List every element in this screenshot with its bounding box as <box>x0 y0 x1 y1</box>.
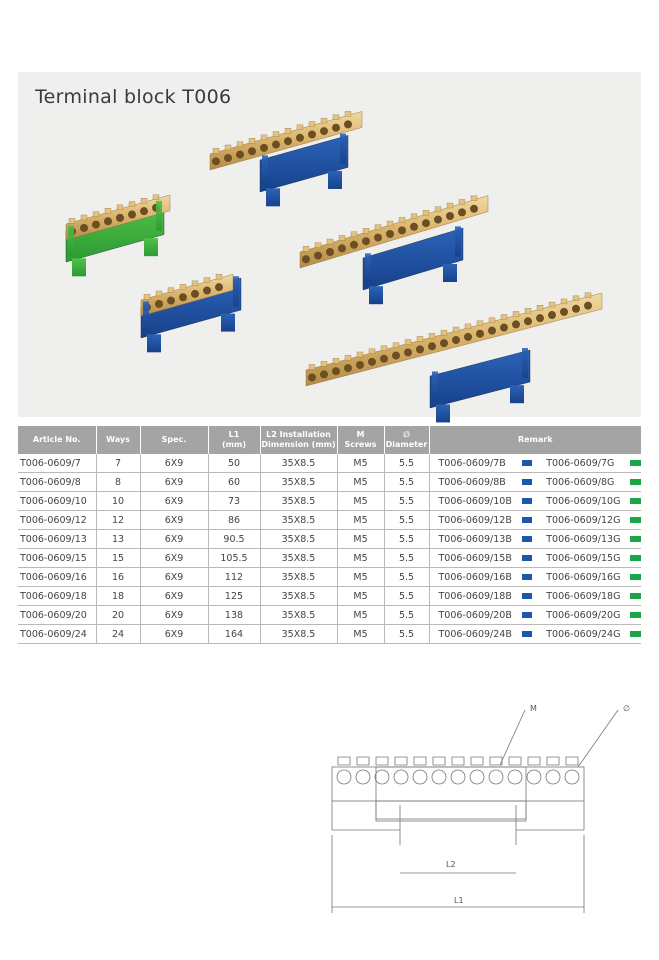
cell-article: T006-0609/7 <box>18 454 96 473</box>
header-l1: L1 (mm) <box>208 426 260 454</box>
blue-swatch <box>522 479 533 485</box>
header-remark: Remark <box>429 426 641 454</box>
cell-dia: 5.5 <box>384 549 429 568</box>
cell-l2: 35X8.5 <box>260 549 337 568</box>
cell-l1: 138 <box>208 606 260 625</box>
table-row <box>18 473 641 492</box>
table-row <box>18 587 641 606</box>
blue-swatch <box>522 460 533 466</box>
cell-dia: 5.5 <box>384 492 429 511</box>
cell-article: T006-0609/12 <box>18 511 96 530</box>
blue-variant-code: T006-0609/8B <box>438 476 506 488</box>
cell-dia: 5.5 <box>384 511 429 530</box>
green-variant-code: T006-0609/13G <box>546 533 621 545</box>
blue-variant-code: T006-0609/13B <box>438 533 512 545</box>
cell-article: T006-0609/16 <box>18 568 96 587</box>
cell-spec: 6X9 <box>140 549 208 568</box>
table-row <box>18 492 641 511</box>
cell-dia: 5.5 <box>384 625 429 644</box>
cell-m: M5 <box>337 549 384 568</box>
green-variant-code: T006-0609/15G <box>546 552 621 564</box>
blue-variant-code: T006-0609/20B <box>438 609 512 621</box>
cell-dia: 5.5 <box>384 606 429 625</box>
cell-ways: 13 <box>96 530 140 549</box>
blue-variant-code: T006-0609/12B <box>438 514 512 526</box>
blue-terminal-block-12-way <box>210 111 362 206</box>
specification-table <box>18 426 641 644</box>
cell-l1: 86 <box>208 511 260 530</box>
terminal-blocks-illustration <box>18 72 641 417</box>
cell-remark <box>429 606 641 625</box>
cell-l2: 35X8.5 <box>260 530 337 549</box>
label-l1: L1 <box>454 896 464 905</box>
cell-l1: 90.5 <box>208 530 260 549</box>
table-row <box>18 568 641 587</box>
cell-dia: 5.5 <box>384 473 429 492</box>
green-variant-code: T006-0609/7G <box>546 457 615 469</box>
label-diameter: ∅ <box>623 704 630 713</box>
cell-l2: 35X8.5 <box>260 511 337 530</box>
table-header-row <box>18 426 641 454</box>
cell-l1: 50 <box>208 454 260 473</box>
green-swatch <box>630 498 641 504</box>
cell-remark <box>429 568 641 587</box>
cell-ways: 18 <box>96 587 140 606</box>
cell-m: M5 <box>337 587 384 606</box>
cell-m: M5 <box>337 625 384 644</box>
blue-swatch <box>522 612 533 618</box>
cell-l1: 105.5 <box>208 549 260 568</box>
table-row <box>18 549 641 568</box>
product-photo <box>18 72 641 417</box>
blue-swatch <box>522 517 533 523</box>
green-variant-code: T006-0609/16G <box>546 571 621 583</box>
blue-variant-code: T006-0609/15B <box>438 552 512 564</box>
blue-terminal-block-24-way <box>306 293 602 423</box>
table-row <box>18 511 641 530</box>
cell-l2: 35X8.5 <box>260 568 337 587</box>
cell-spec: 6X9 <box>140 473 208 492</box>
cell-ways: 8 <box>96 473 140 492</box>
cell-ways: 20 <box>96 606 140 625</box>
cell-dia: 5.5 <box>384 587 429 606</box>
cell-m: M5 <box>337 568 384 587</box>
blue-swatch <box>522 498 533 504</box>
cell-spec: 6X9 <box>140 530 208 549</box>
blue-swatch <box>522 555 533 561</box>
green-swatch <box>630 555 641 561</box>
green-variant-code: T006-0609/24G <box>546 628 621 640</box>
cell-l2: 35X8.5 <box>260 606 337 625</box>
cell-dia: 5.5 <box>384 568 429 587</box>
cell-l1: 73 <box>208 492 260 511</box>
table-row <box>18 625 641 644</box>
cell-ways: 16 <box>96 568 140 587</box>
table-row <box>18 530 641 549</box>
label-m: M <box>530 704 537 713</box>
cell-m: M5 <box>337 530 384 549</box>
green-swatch <box>630 479 641 485</box>
cell-remark <box>429 587 641 606</box>
cell-ways: 7 <box>96 454 140 473</box>
cell-ways: 24 <box>96 625 140 644</box>
header-diameter: ∅ Diameter <box>384 426 429 454</box>
green-variant-code: T006-0609/12G <box>546 514 621 526</box>
cell-l2: 35X8.5 <box>260 587 337 606</box>
blue-swatch <box>522 536 533 542</box>
label-l2: L2 <box>446 860 456 869</box>
cell-l2: 35X8.5 <box>260 473 337 492</box>
cell-article: T006-0609/20 <box>18 606 96 625</box>
blue-variant-code: T006-0609/18B <box>438 590 512 602</box>
blue-swatch <box>522 631 533 637</box>
cell-remark <box>429 454 641 473</box>
green-swatch <box>630 593 641 599</box>
cell-l1: 112 <box>208 568 260 587</box>
cell-l2: 35X8.5 <box>260 492 337 511</box>
cell-article: T006-0609/18 <box>18 587 96 606</box>
blue-swatch <box>522 593 533 599</box>
cell-l1: 60 <box>208 473 260 492</box>
cell-ways: 12 <box>96 511 140 530</box>
cell-l1: 164 <box>208 625 260 644</box>
blue-variant-code: T006-0609/7B <box>438 457 506 469</box>
cell-spec: 6X9 <box>140 625 208 644</box>
blue-terminal-block-15-way <box>300 196 488 305</box>
header-l2: L2 Installation Dimension (mm) <box>260 426 337 454</box>
cell-spec: 6X9 <box>140 511 208 530</box>
cell-article: T006-0609/8 <box>18 473 96 492</box>
technical-drawing <box>320 695 630 915</box>
green-variant-code: T006-0609/10G <box>546 495 621 507</box>
cell-l2: 35X8.5 <box>260 454 337 473</box>
cell-m: M5 <box>337 473 384 492</box>
page-title: Terminal block T006 <box>35 86 232 108</box>
cell-article: T006-0609/13 <box>18 530 96 549</box>
cell-l2: 35X8.5 <box>260 625 337 644</box>
cell-m: M5 <box>337 511 384 530</box>
green-swatch <box>630 612 641 618</box>
cell-remark <box>429 511 641 530</box>
header-article: Article No. <box>18 426 96 454</box>
blue-terminal-block-7-way <box>141 274 241 352</box>
green-terminal-block <box>66 195 170 277</box>
cell-m: M5 <box>337 454 384 473</box>
cell-spec: 6X9 <box>140 568 208 587</box>
blue-variant-code: T006-0609/16B <box>438 571 512 583</box>
cell-dia: 5.5 <box>384 530 429 549</box>
cell-dia: 5.5 <box>384 454 429 473</box>
green-swatch <box>630 631 641 637</box>
green-swatch <box>630 460 641 466</box>
green-variant-code: T006-0609/20G <box>546 609 621 621</box>
header-spec: Spec. <box>140 426 208 454</box>
blue-variant-code: T006-0609/24B <box>438 628 512 640</box>
cell-remark <box>429 625 641 644</box>
green-swatch <box>630 517 641 523</box>
cell-spec: 6X9 <box>140 606 208 625</box>
header-m: M Screws <box>337 426 384 454</box>
cell-spec: 6X9 <box>140 492 208 511</box>
cell-remark <box>429 492 641 511</box>
cell-spec: 6X9 <box>140 454 208 473</box>
cell-l1: 125 <box>208 587 260 606</box>
cell-m: M5 <box>337 606 384 625</box>
green-swatch <box>630 536 641 542</box>
table-row <box>18 454 641 473</box>
cell-m: M5 <box>337 492 384 511</box>
cell-article: T006-0609/15 <box>18 549 96 568</box>
cell-remark <box>429 549 641 568</box>
green-swatch <box>630 574 641 580</box>
blue-variant-code: T006-0609/10B <box>438 495 512 507</box>
cell-article: T006-0609/10 <box>18 492 96 511</box>
table-row <box>18 606 641 625</box>
cell-ways: 10 <box>96 492 140 511</box>
green-variant-code: T006-0609/18G <box>546 590 621 602</box>
cell-ways: 15 <box>96 549 140 568</box>
cell-remark <box>429 473 641 492</box>
cell-spec: 6X9 <box>140 587 208 606</box>
header-ways: Ways <box>96 426 140 454</box>
blue-swatch <box>522 574 533 580</box>
cell-remark <box>429 530 641 549</box>
green-variant-code: T006-0609/8G <box>546 476 615 488</box>
cell-article: T006-0609/24 <box>18 625 96 644</box>
